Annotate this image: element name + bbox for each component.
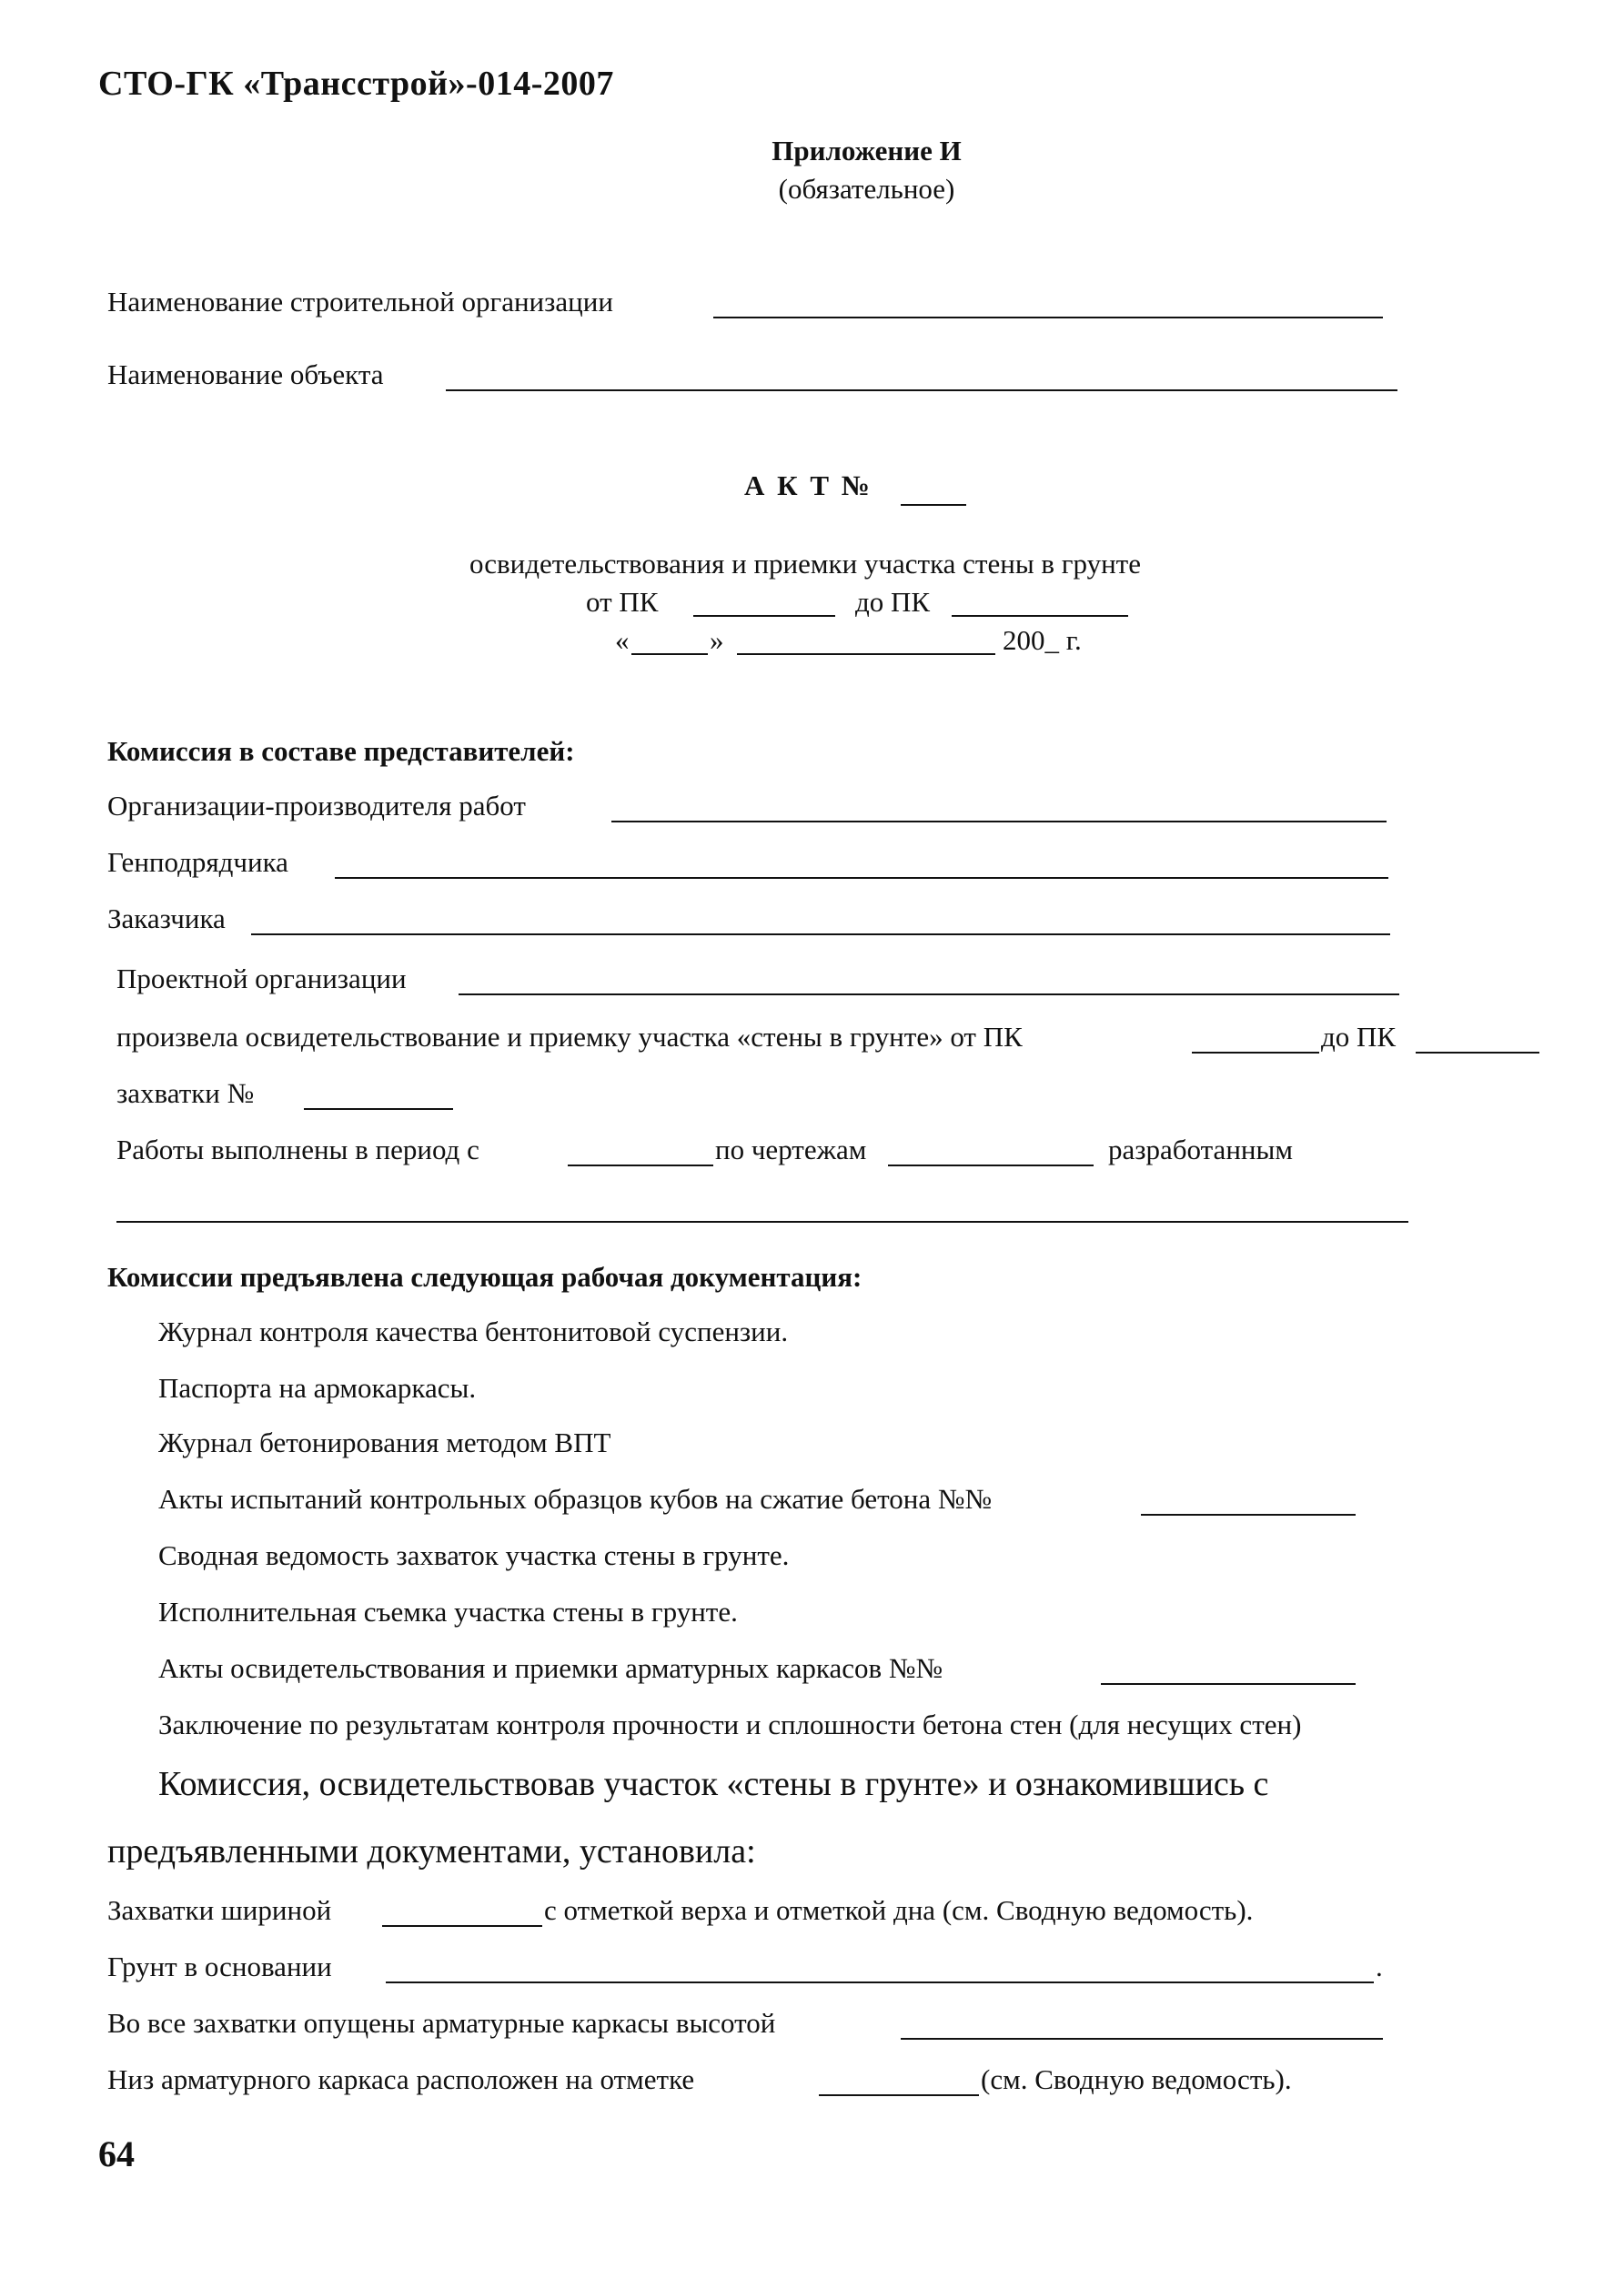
designer-label: Проектной организации: [116, 963, 407, 994]
appendix-subtitle: (обязательное): [778, 173, 955, 205]
org-label: Наименование строительной организации: [107, 286, 613, 318]
doc-item: Заключение по результатам контроля прочности и сплошности бетона стен (для несущих стен): [158, 1709, 1302, 1740]
conclusion-line-1: Комиссия, освидетельствовав участок «стены в грунте» и ознакомившись с: [158, 1765, 1269, 1803]
org-field[interactable]: [713, 317, 1383, 318]
docs-heading: Комиссии предъявлена следующая рабочая документация:: [107, 1261, 862, 1293]
date-day-field[interactable]: [631, 653, 708, 655]
document-header: СТО-ГК «Трансстрой»-014-2007: [98, 65, 614, 103]
date-close-quote: »: [710, 624, 724, 656]
to-pk-label: до ПК: [855, 586, 931, 618]
appendix-title: Приложение И: [772, 135, 962, 166]
to-pk-field[interactable]: [952, 615, 1128, 617]
developed-label: разработанным: [1108, 1134, 1293, 1165]
from-pk-field[interactable]: [693, 615, 835, 617]
zahvatki-field[interactable]: [304, 1108, 453, 1110]
doc-item: Паспорта на армокаркасы.: [158, 1372, 477, 1404]
act-title: А К Т №: [744, 469, 873, 501]
works-period-field[interactable]: [568, 1165, 713, 1166]
from-pk-label: от ПК: [586, 586, 659, 618]
soil-field[interactable]: [386, 1981, 1374, 1983]
soil-label: Грунт в основании: [107, 1951, 332, 1982]
doc-item: Журнал контроля качества бентонитовой суспензии.: [158, 1316, 789, 1347]
gencontractor-field[interactable]: [335, 877, 1388, 879]
object-field[interactable]: [446, 389, 1397, 391]
developer-field[interactable]: [116, 1221, 1408, 1223]
zahvatki-label: захватки №: [116, 1077, 255, 1109]
width-label: Захватки шириной: [107, 1894, 332, 1926]
doc-item: Акты освидетельствования и приемки арматурных каркасов №№: [158, 1652, 943, 1684]
contractor-label: Организации-производителя работ: [107, 790, 526, 822]
doc-item: Исполнительная съемка участка стены в грунте.: [158, 1596, 738, 1628]
object-label: Наименование объекта: [107, 358, 384, 390]
doc-item: Акты испытаний контрольных образцов кубов на сжатие бетона №№: [158, 1483, 993, 1515]
width-field[interactable]: [382, 1925, 542, 1927]
performed-to-pk-label: до ПК: [1321, 1021, 1397, 1053]
performed-to-pk-field[interactable]: [1416, 1052, 1539, 1054]
act-subtitle: освидетельствования и приемки участка стены в грунте: [469, 548, 1141, 580]
performed-from-pk-field[interactable]: [1192, 1052, 1319, 1054]
date-month-field[interactable]: [737, 653, 995, 655]
width-tail: с отметкой верха и отметкой дна (см. Сводную ведомость).: [544, 1894, 1254, 1926]
customer-field[interactable]: [251, 933, 1390, 935]
page-number: 64: [98, 2133, 135, 2174]
soil-end: .: [1376, 1951, 1383, 1982]
bottom-label: Низ арматурного каркаса расположен на отметке: [107, 2063, 695, 2095]
cages-height-field[interactable]: [901, 2038, 1383, 2040]
doc-item: Журнал бетонирования методом ВПТ: [158, 1427, 611, 1458]
bottom-tail: (см. Сводную ведомость).: [981, 2063, 1292, 2095]
concrete-tests-field[interactable]: [1141, 1514, 1356, 1516]
act-number-field[interactable]: [901, 504, 966, 506]
conclusion-line-2: предъявленными документами, установила:: [107, 1832, 756, 1871]
customer-label: Заказчика: [107, 902, 226, 934]
cage-acts-field[interactable]: [1101, 1683, 1356, 1685]
doc-item: Сводная ведомость захваток участка стены в грунте.: [158, 1539, 790, 1571]
bottom-mark-field[interactable]: [819, 2094, 979, 2096]
date-year: 200_ г.: [1003, 624, 1082, 656]
cages-label: Во все захватки опущены арматурные каркасы высотой: [107, 2007, 776, 2039]
designer-field[interactable]: [459, 993, 1399, 995]
commission-heading: Комиссия в составе представителей:: [107, 735, 575, 767]
drawings-field[interactable]: [888, 1165, 1094, 1166]
date-open-quote: «: [615, 624, 630, 656]
performed-text: произвела освидетельствование и приемку участка «стены в грунте» от ПК: [116, 1021, 1023, 1053]
gencontractor-label: Генподрядчика: [107, 846, 288, 878]
contractor-field[interactable]: [611, 821, 1387, 822]
works-period-label: Работы выполнены в период с: [116, 1134, 479, 1165]
by-drawings-label: по чертежам: [715, 1134, 867, 1165]
